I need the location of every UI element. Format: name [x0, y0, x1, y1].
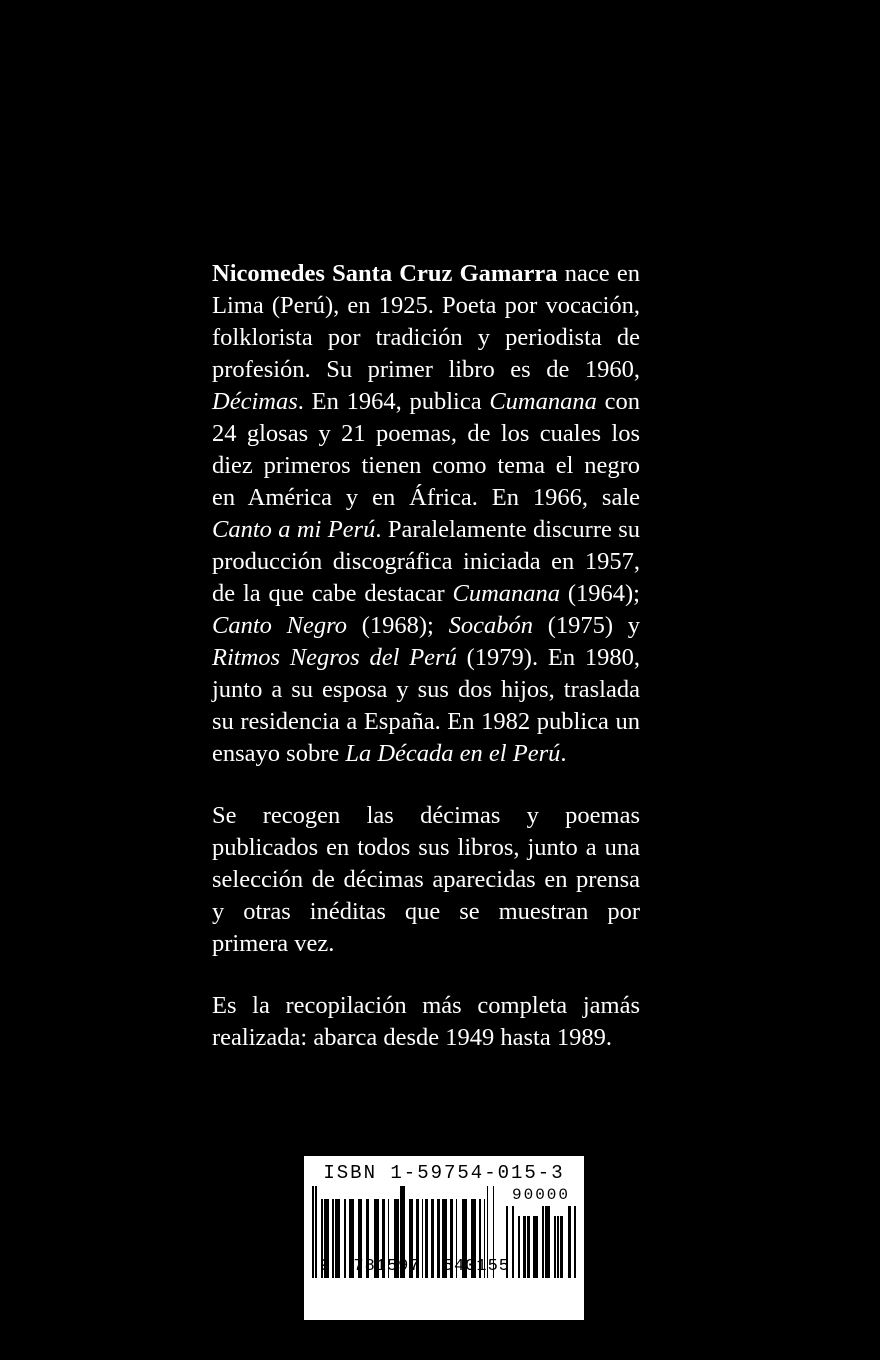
- bio-text: . En 1964, publica: [297, 388, 490, 415]
- ean5-bars: [506, 1206, 576, 1278]
- author-name: Nicomedes Santa Cruz Gamarra: [212, 260, 558, 287]
- bio-text: nace en Lima (Perú), en 1925. Poeta por vocación, folklorista por tradición y periodista de profesión. Su primer libro es de 1960,: [212, 260, 641, 383]
- blurb-paragraph-scope: Es la recopilación más completa jamás realizada: abarca desde 1949 hasta 1989.: [212, 992, 640, 1051]
- work-title: Canto Negro: [212, 612, 347, 639]
- bio-text: (1975) y: [532, 612, 640, 639]
- work-title: Socabón: [448, 612, 533, 639]
- work-title: Ritmos Negros del Perú: [212, 644, 457, 671]
- blurb-text-block: [212, 258, 640, 1054]
- ean13-human-readable: [320, 1257, 510, 1276]
- addon-digits: 90000: [511, 1186, 570, 1204]
- bio-text: (1968);: [346, 612, 449, 639]
- isbn-label: ISBN 1-59754-015-3: [323, 1162, 565, 1184]
- bio-text: con 24 glosas y 21 poemas, de los cuales los diez primeros tienen como tema el negro en América y en África. En 1966, sale: [212, 388, 641, 511]
- bio-text: .: [560, 740, 567, 767]
- bio-text: (1964);: [560, 580, 640, 607]
- bio-text: (1979). En 1980, junto a su esposa y sus dos hijos, traslada su residencia a España. En 1982 publica un ensayo sobre: [212, 644, 640, 767]
- work-title: Cumanana: [452, 580, 561, 607]
- barcode-row: [312, 1186, 576, 1278]
- ean-left-digit: 9: [320, 1257, 332, 1276]
- work-title: Canto a mi Perú: [212, 516, 376, 543]
- ean-group-1: 781597: [353, 1257, 421, 1276]
- work-title: Cumanana: [489, 388, 597, 415]
- blurb-paragraph-contents: Se recogen las décimas y poemas publicados en todos sus libros, junto a una selección de décimas aparecidas en prensa y otras inéditas que se muestran por primera vez.: [212, 802, 640, 957]
- work-title: La Década en el Perú: [345, 740, 561, 767]
- work-title: Décimas: [212, 388, 298, 415]
- blurb-paragraph-author: [212, 258, 640, 770]
- barcode-block: [304, 1156, 584, 1320]
- author-bio-runs: [212, 260, 640, 767]
- ean-group-2: 540155: [442, 1257, 510, 1276]
- ean5-addon: [506, 1186, 576, 1278]
- bio-text: . Paralelamente discurre su producción discográfica iniciada en 1957, de la que cabe destacar: [212, 516, 640, 607]
